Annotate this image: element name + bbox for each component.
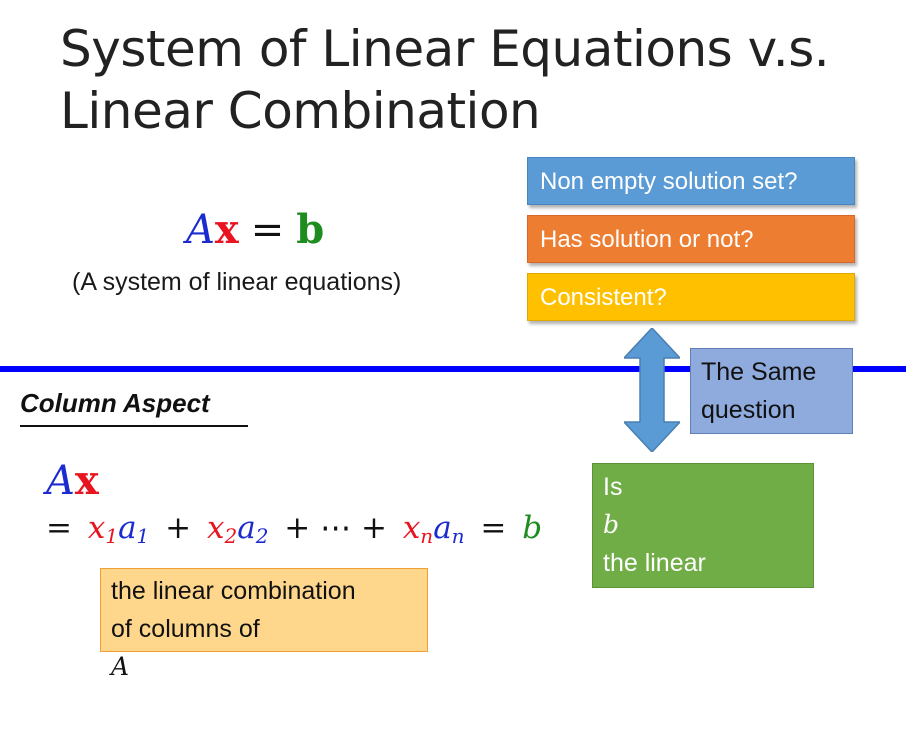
orange-box-line-2: of columns of A — [111, 615, 260, 681]
lc-x2: $x_2$ — [206, 510, 238, 548]
linear-combination-question-box — [592, 463, 814, 729]
linear-combination-equation — [40, 510, 542, 548]
same-question-line-2: question — [701, 396, 796, 424]
double-arrow-icon — [624, 328, 680, 452]
green-box-line-2: combination of — [603, 587, 766, 615]
column-aspect-heading: Column Aspect — [20, 388, 210, 418]
ax-matrix-A: A — [46, 458, 75, 504]
lc-plus-1: + — [165, 510, 192, 546]
lc-x1: $x_1$ — [87, 510, 119, 548]
eq-equals: = — [250, 207, 285, 253]
non-empty-solution-tag: Non empty solution set? — [527, 157, 855, 205]
orange-box-line-1: the linear combination — [111, 577, 356, 605]
matrix-equation — [186, 206, 324, 253]
same-question-line-1: The Same — [701, 358, 817, 386]
has-solution-tag: Has solution or not? — [527, 215, 855, 263]
lc-equals: = — [46, 510, 72, 546]
column-ax — [46, 457, 99, 504]
green-box-line-1: Is b the linear — [603, 473, 706, 577]
lc-b: b — [522, 510, 543, 546]
ax-vector-x: x — [74, 457, 99, 504]
title-line-1: System of Linear Equations v.s. — [60, 20, 830, 78]
lc-an: $a_n$ — [433, 510, 465, 548]
lc-plus-dots: + ⋯ + — [284, 510, 387, 546]
slide-title — [60, 18, 860, 142]
lc-a1: $a_1$ — [118, 510, 150, 548]
lc-xn: $x_n$ — [402, 510, 434, 548]
column-aspect-underline — [20, 425, 248, 427]
lc-a2: $a_2$ — [237, 510, 269, 548]
linear-combination-note-box — [100, 568, 428, 681]
eq-vector-b: b — [296, 206, 325, 253]
lc-equals-2: = — [480, 510, 507, 546]
green-box-line-3: columns of A ? — [603, 625, 724, 729]
eq-vector-x: x — [214, 206, 239, 253]
title-line-2: Linear Combination — [60, 82, 541, 140]
consistent-tag: Consistent? — [527, 273, 855, 321]
system-caption: (A system of linear equations) — [72, 268, 402, 296]
eq-matrix-A: A — [186, 207, 215, 253]
same-question-box — [690, 348, 853, 434]
